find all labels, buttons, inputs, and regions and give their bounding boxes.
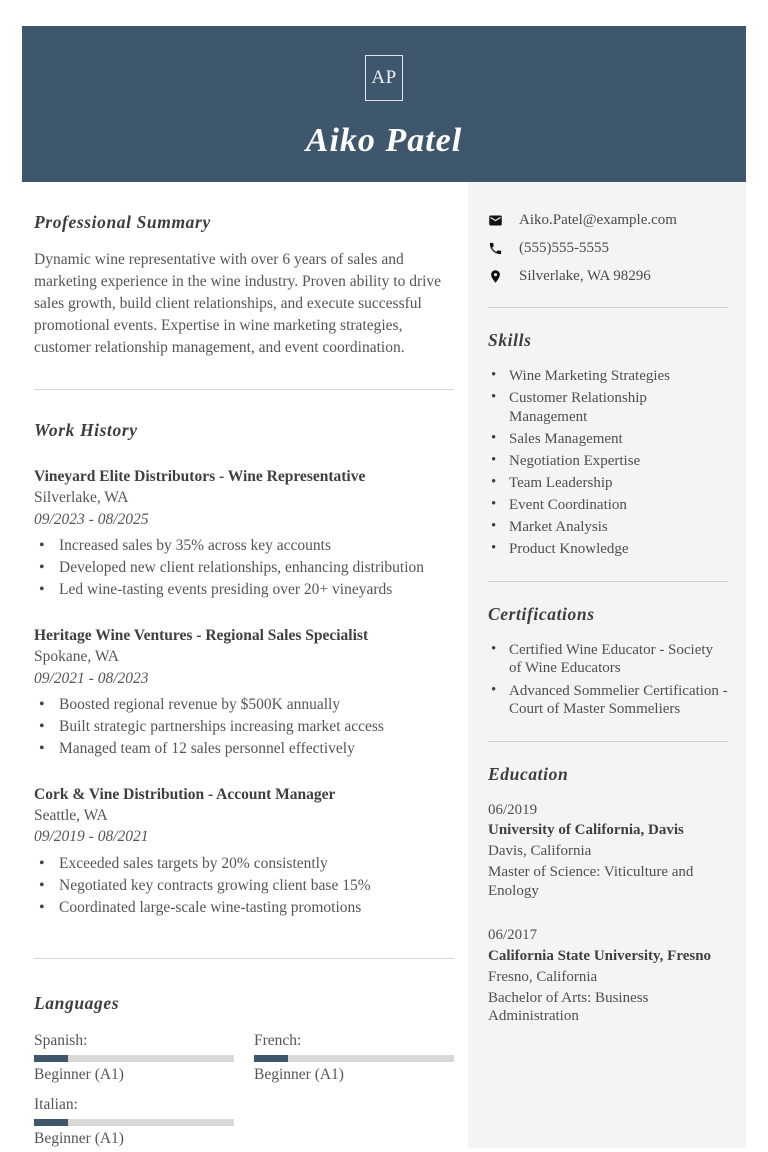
job-bullet: • Boosted regional revenue by $500K annually <box>34 696 454 715</box>
main-column <box>22 182 468 1148</box>
certifications-list <box>488 641 728 719</box>
language-progress-fill <box>254 1055 288 1062</box>
contact-phone: (555)555-5555 <box>519 240 609 256</box>
job-title: Heritage Wine Ventures - Regional Sales Specialist <box>34 626 369 644</box>
education-school: University of California, Davis <box>488 822 684 839</box>
certification-item: • Certified Wine Educator - Society of Wine Educators <box>488 641 728 678</box>
resume-page <box>22 26 746 1148</box>
monogram-initials: AP <box>371 67 397 88</box>
job-title: Cork & Vine Distribution - Account Manager <box>34 785 336 803</box>
education-entry <box>488 926 728 1026</box>
language-name: Italian: <box>34 1095 78 1113</box>
header-band <box>22 26 746 182</box>
education-school: California State University, Fresno <box>488 948 712 965</box>
divider <box>488 307 728 308</box>
job-bullet: • Exceeded sales targets by 20% consistently <box>34 855 454 874</box>
language-progress-fill <box>34 1055 68 1062</box>
skill-item: • Sales Management <box>488 430 728 449</box>
job-bullet: • Led wine-tasting events presiding over 20+ vineyards <box>34 581 454 600</box>
language-item <box>34 1096 234 1148</box>
divider <box>488 581 728 582</box>
job-dates: 09/2021 - 08/2023 <box>34 669 149 687</box>
education-title: Education <box>488 763 569 784</box>
language-name: French: <box>254 1031 302 1049</box>
languages-grid <box>34 1032 454 1148</box>
skill-item: • Team Leadership <box>488 474 728 493</box>
section-education <box>488 764 728 1027</box>
summary-title: Professional Summary <box>34 212 211 232</box>
section-languages <box>34 993 454 1148</box>
language-item <box>34 1032 234 1084</box>
sidebar-column <box>468 182 746 1148</box>
education-degree: Bachelor of Arts: Business Administration <box>488 989 649 1025</box>
job-bullet-list <box>34 696 454 759</box>
job-location: Spokane, WA <box>34 648 119 666</box>
content-columns <box>22 182 746 1148</box>
skill-item: • Wine Marketing Strategies <box>488 367 728 386</box>
location-pin-icon <box>488 269 503 284</box>
skill-item: • Product Knowledge <box>488 540 728 559</box>
section-professional-summary <box>34 212 454 359</box>
section-skills <box>488 330 728 559</box>
job-title: Vineyard Elite Distributors - Wine Representative <box>34 468 366 485</box>
candidate-name: Aiko Patel <box>305 122 463 159</box>
skill-item: • Market Analysis <box>488 518 728 537</box>
skill-item: • Negotiation Expertise <box>488 452 728 471</box>
job-bullet: • Increased sales by 35% across key accounts <box>34 537 454 556</box>
job-bullet: • Managed team of 12 sales personnel effectively <box>34 740 454 759</box>
job-entry <box>34 785 454 918</box>
language-name: Spanish: <box>34 1031 88 1049</box>
summary-text: Dynamic wine representative with over 6 years of sales and marketing experience in the wine industry. Proven ability to drive sales growth, build client relationships, and execute successful promotional events. Expertise in wine marketing strategies, customer relationship management, and event coordination. <box>34 251 442 356</box>
education-location: Davis, California <box>488 843 592 860</box>
job-bullet-list <box>34 855 454 918</box>
job-bullet: • Negotiated key contracts growing client base 15% <box>34 877 454 896</box>
education-date: 06/2017 <box>488 927 538 944</box>
job-location: Seattle, WA <box>34 807 108 825</box>
certifications-title: Certifications <box>488 603 595 624</box>
language-progress-fill <box>34 1119 68 1126</box>
job-bullet: • Built strategic partnerships increasing market access <box>34 718 454 737</box>
section-work-history <box>34 420 454 918</box>
language-progress-track <box>254 1055 454 1062</box>
language-level: Beginner (A1) <box>254 1065 344 1083</box>
section-certifications <box>488 604 728 719</box>
job-dates: 09/2023 - 08/2025 <box>34 510 149 528</box>
contact-phone-row <box>488 240 728 257</box>
job-dates: 09/2019 - 08/2021 <box>34 828 149 846</box>
contact-email-row <box>488 212 728 229</box>
job-bullet: • Coordinated large-scale wine-tasting promotions <box>34 899 454 918</box>
language-progress-track <box>34 1055 234 1062</box>
language-level: Beginner (A1) <box>34 1065 124 1083</box>
contact-address-row <box>488 268 728 285</box>
divider <box>34 958 454 959</box>
contact-address: Silverlake, WA 98296 <box>519 268 651 284</box>
work-history-title: Work History <box>34 420 138 440</box>
monogram-badge <box>365 55 403 101</box>
job-entry <box>34 467 454 600</box>
skills-title: Skills <box>488 330 532 350</box>
education-entry <box>488 801 728 901</box>
divider <box>488 741 728 742</box>
languages-title: Languages <box>34 992 120 1013</box>
education-location: Fresno, California <box>488 968 598 985</box>
language-progress-track <box>34 1119 234 1126</box>
skill-item: • Event Coordination <box>488 496 728 515</box>
certification-item: • Advanced Sommelier Certification - Court of Master Sommeliers <box>488 682 728 719</box>
contact-section <box>488 212 728 285</box>
language-item <box>254 1032 454 1084</box>
divider <box>34 389 454 390</box>
education-date: 06/2019 <box>488 801 538 818</box>
skills-list <box>488 367 728 559</box>
contact-email: Aiko.Patel@example.com <box>519 212 677 228</box>
education-degree: Master of Science: Viticulture and Enology <box>488 863 694 899</box>
language-level: Beginner (A1) <box>34 1129 124 1147</box>
job-location: Silverlake, WA <box>34 489 129 507</box>
job-bullet-list <box>34 537 454 600</box>
email-icon <box>488 213 503 228</box>
job-bullet: • Developed new client relationships, enhancing distribution <box>34 559 454 578</box>
skill-item: • Customer Relationship Management <box>488 389 728 426</box>
phone-icon <box>488 241 503 256</box>
job-entry <box>34 626 454 759</box>
